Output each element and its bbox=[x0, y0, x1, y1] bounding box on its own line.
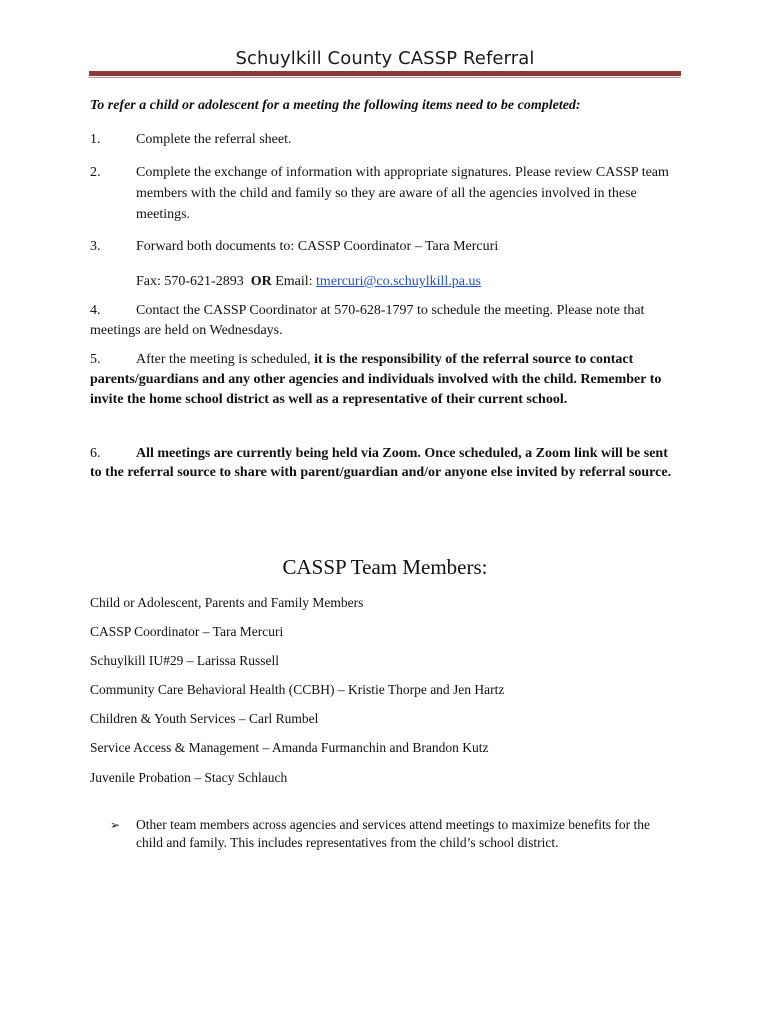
item-text: Complete the referral sheet. bbox=[136, 132, 292, 147]
item-text-bold: it is the responsibility of the referral source to contact parents/guardians and any other agencies and individuals involved with the child. Remember to invite the home school district as well as a representative of their current school. bbox=[90, 352, 662, 407]
team-member: Child or Adolescent, Parents and Family Members bbox=[90, 595, 364, 610]
list-item-5 bbox=[90, 350, 680, 410]
team-member: Juvenile Probation – Stacy Schlauch bbox=[90, 770, 288, 785]
team-member: CASSP Coordinator – Tara Mercuri bbox=[90, 624, 284, 639]
or-label: OR bbox=[250, 274, 272, 289]
team-member: Service Access & Management – Amanda Furmanchin and Brandon Kutz bbox=[90, 740, 489, 755]
item-text: Complete the exchange of information with appropriate signatures. Please review CASSP team members with the child and family so they are aware of all the agencies involved in these meetings. bbox=[136, 165, 669, 222]
item-text-bold: All meetings are currently being held via Zoom. Once scheduled, a Zoom link will be sent to the referral source to share with parent/guardian and/or anyone else invited by referral source. bbox=[90, 446, 672, 480]
team-member: Children & Youth Services – Carl Rumbel bbox=[90, 711, 319, 726]
item-number: 4. bbox=[90, 303, 101, 318]
team-members-heading: CASSP Team Members: bbox=[282, 555, 488, 579]
list-item-4 bbox=[90, 301, 680, 341]
item-number: 2. bbox=[90, 165, 101, 180]
item-text: Forward both documents to: CASSP Coordinator – Tara Mercuri bbox=[136, 239, 499, 254]
list-item-6 bbox=[90, 445, 680, 482]
page-title: Schuylkill County CASSP Referral bbox=[235, 48, 535, 69]
fax-number: Fax: 570-621-2893 bbox=[136, 274, 244, 289]
team-member: Community Care Behavioral Health (CCBH) – Kristie Thorpe and Jen Hartz bbox=[90, 682, 505, 697]
item-text: After the meeting is scheduled, bbox=[136, 352, 315, 367]
email-label: Email: bbox=[275, 274, 313, 289]
title-underline bbox=[89, 71, 681, 76]
note-text: Other team members across agencies and services attend meetings to maximize benefits for the child and family. This includes representatives from the child’s school district. bbox=[136, 817, 650, 850]
title-underline-shadow bbox=[89, 77, 681, 78]
intro-text: To refer a child or adolescent for a meeting the following items need to be completed: bbox=[90, 98, 581, 113]
email-link[interactable]: tmercuri@co.schuylkill.pa.us bbox=[316, 274, 481, 289]
item-number: 1. bbox=[90, 132, 101, 147]
item-number: 3. bbox=[90, 239, 101, 254]
team-member: Schuylkill IU#29 – Larissa Russell bbox=[90, 653, 279, 668]
item-number: 5. bbox=[90, 352, 101, 367]
item-number: 6. bbox=[90, 446, 101, 461]
item-text: Contact the CASSP Coordinator at 570-628-1797 to schedule the meeting. Please note that meetings are held on Wednesdays. bbox=[90, 303, 645, 338]
arrow-bullet-icon: ➢ bbox=[110, 818, 121, 832]
